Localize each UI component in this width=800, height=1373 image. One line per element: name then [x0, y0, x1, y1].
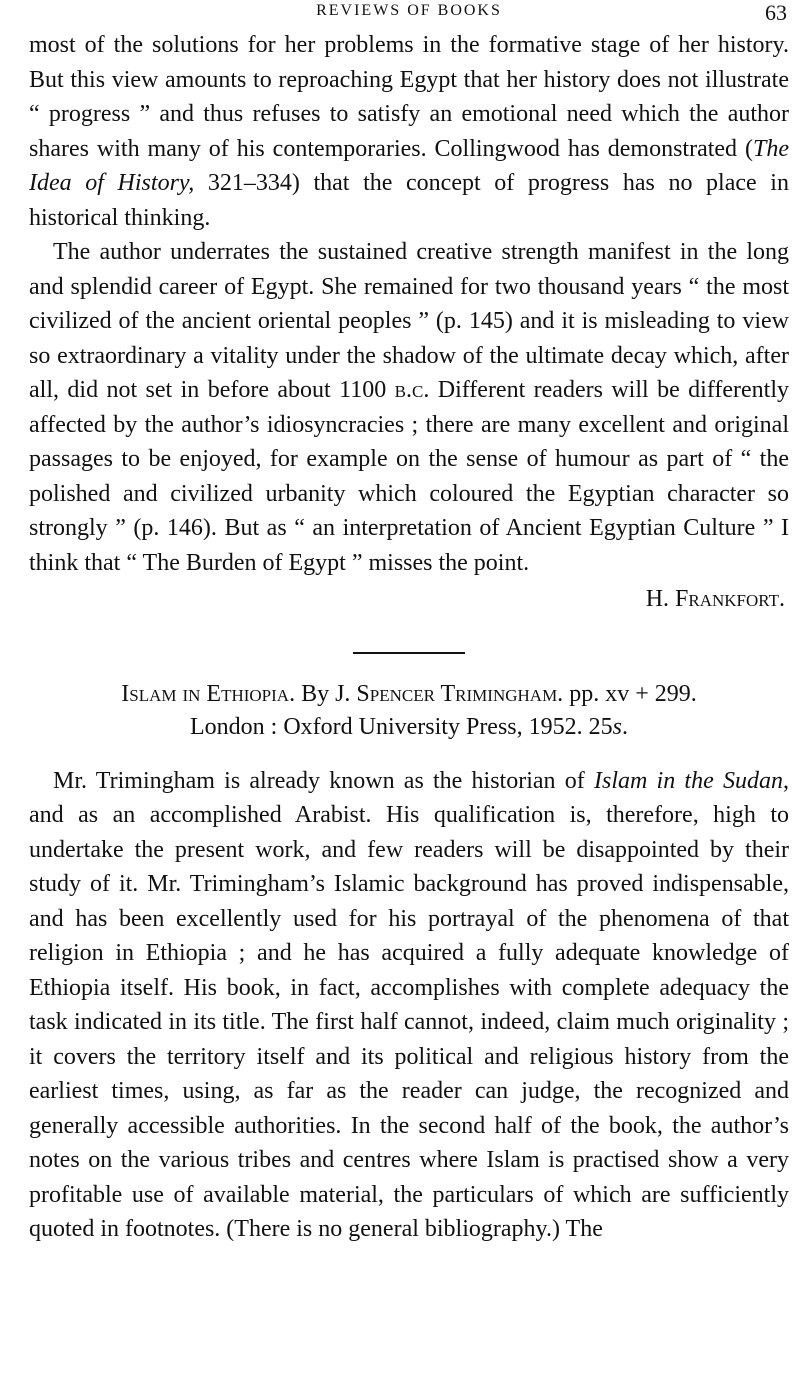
era-abbreviation: b.c. — [394, 377, 430, 403]
currency-shillings: s — [612, 713, 622, 740]
page-count: pp. xv + 299. — [563, 680, 697, 707]
cited-book-title: Islam in the Sudan — [593, 767, 783, 794]
running-title: REVIEWS OF BOOKS — [316, 2, 502, 19]
text-segment: Mr. Trimingham is already known as the historian of — [53, 767, 594, 794]
imprint: London : Oxford University Press, 1952. 25 — [190, 713, 613, 740]
reviewer-signature: H. Frankfort. — [645, 586, 785, 612]
heading-line-1 — [29, 678, 789, 711]
text-segment: 321–334) that the concept of progress has no place in historical thinking. — [29, 170, 789, 231]
text-segment: The author underrates the sustained creative strength manifest in the long and splendid career of Egypt. She remained for two thousand years “ the most civilized of the ancient oriental peoples ” (p. 145) and it is misleading to view so extraordinary a vitality under the shadow of the ultimate decay which, after all, did not set in before about 1100 — [29, 239, 789, 403]
book-author: J. Spencer Trimingham. — [335, 680, 564, 707]
section-divider — [353, 652, 465, 654]
text-segment: , and as an accomplished Arabist. His qualification is, therefore, high to undertake the present work, and few readers will be disappointed by their study of it. Mr. Trimingham’s Islamic background has proved indispensable, and has been excellently used for his portrayal of the phenomena of that religion in Ethiopia ; and he has acquired a fully adequate knowledge of Ethiopia itself. His book, in fact, accomplishes with complete adequacy the task indicated in its title. The first half cannot, indeed, claim much originality ; it covers the territory itself and its political and religious history from the earliest times, using, as far as the reader can judge, the recognized and generally accessible authorities. In the second half of the book, the author’s notes on the various tribes and centres where Islam is practised show a very profitable use of available material, the particulars of which are sufficiently quoted in footnotes. (There is no general bibliography.) The — [29, 767, 789, 1242]
cited-book-title: The Idea of History, — [29, 135, 789, 196]
review1-paragraph-1 — [29, 28, 789, 235]
text-segment: Different readers will be differently affected by the author’s idiosyncracies ; there are many excellent and original passages to be enjoyed, for example on the sense of humour as part of “ the polished and civilized urbanity which coloured the Egyptian character so strongly ” (p. 146). But as “ an interpretation of Ancient Egyptian Culture ” I think that “ The Burden of Egypt ” misses the point. — [29, 377, 790, 576]
by-word: By — [295, 680, 336, 707]
journal-page — [29, 0, 789, 1247]
review2-heading — [29, 678, 789, 744]
text-segment: most of the solutions for her problems in the formative stage of her history. But this view amounts to reproaching Egypt that her history does not illustrate “ progress ” and thus refuses to satisfy an emotional need which the author shares with many of his contemporaries. Collingwood has demonstrated ( — [29, 32, 789, 162]
book-title: Islam in Ethiopia. — [121, 680, 296, 707]
page-number: 63 — [765, 0, 787, 25]
heading-line-2 — [29, 711, 789, 744]
imprint-end: . — [621, 713, 628, 740]
review1-paragraph-2 — [29, 235, 789, 580]
review2-paragraph-1 — [29, 764, 789, 1247]
running-head — [29, 0, 789, 28]
